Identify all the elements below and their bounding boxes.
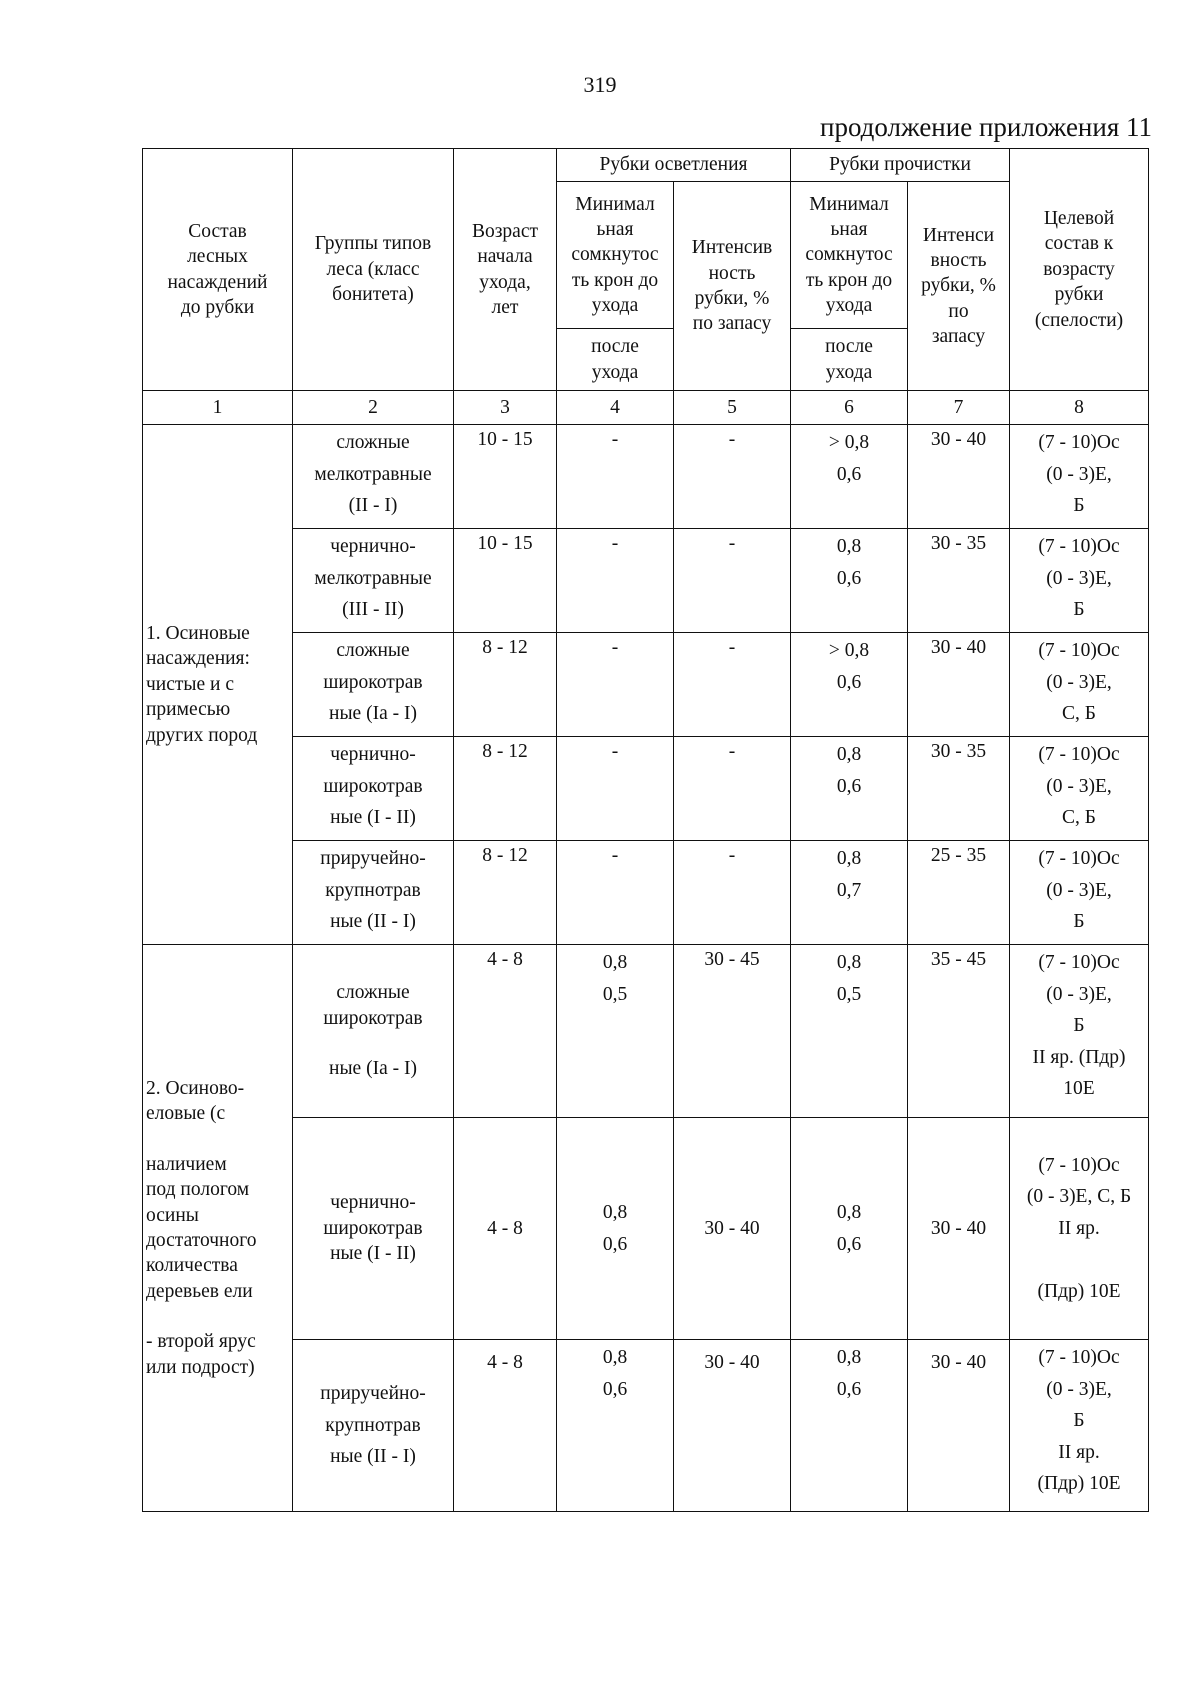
forest-type-cell: приручейно- крупнотрав ные (II - I) bbox=[293, 841, 454, 945]
table-row bbox=[143, 529, 1149, 633]
clearing-density-cell: 0,8 0,5 bbox=[557, 945, 674, 1118]
age-cell: 4 - 8 bbox=[454, 1340, 557, 1512]
clearing-intensity-cell: 30 - 40 bbox=[674, 1340, 791, 1512]
forest-type-cell: чернично- широкотрав ные (I - II) bbox=[293, 737, 454, 841]
column-number: 6 bbox=[791, 391, 908, 425]
cleaning-intensity-cell: 30 - 40 bbox=[908, 1340, 1010, 1512]
target-composition-cell: (7 - 10)Ос (0 - 3)Е, Б bbox=[1010, 529, 1149, 633]
clearing-density-cell: 0,8 0,6 bbox=[557, 1118, 674, 1340]
age-cell: 4 - 8 bbox=[454, 1118, 557, 1340]
forest-type-cell: сложные мелкотравные (II - I) bbox=[293, 425, 454, 529]
header-cleaning-after: после ухода bbox=[791, 329, 908, 391]
header-target-composition: Целевой состав к возрасту рубки (спелости) bbox=[1010, 149, 1149, 391]
target-composition-cell: (7 - 10)Ос (0 - 3)Е, Б II яр. (Пдр) 10Е bbox=[1010, 1340, 1149, 1512]
clearing-density-cell: - bbox=[557, 737, 674, 841]
target-composition-cell: (7 - 10)Ос (0 - 3)Е, С, Б bbox=[1010, 633, 1149, 737]
target-composition-cell: (7 - 10)Ос (0 - 3)Е, С, Б bbox=[1010, 737, 1149, 841]
cleaning-density-cell: > 0,8 0,6 bbox=[791, 425, 908, 529]
header-start-age: Возраст начала ухода, лет bbox=[454, 149, 557, 391]
target-composition-cell: (7 - 10)Ос (0 - 3)Е, Б bbox=[1010, 841, 1149, 945]
forest-type-cell: чернично- широкотрав ные (I - II) bbox=[293, 1118, 454, 1340]
clearing-density-cell: 0,8 0,6 bbox=[557, 1340, 674, 1512]
cleaning-intensity-cell: 30 - 40 bbox=[908, 1118, 1010, 1340]
clearing-density-cell: - bbox=[557, 425, 674, 529]
clearing-intensity-cell: 30 - 40 bbox=[674, 1118, 791, 1340]
clearing-density-cell: - bbox=[557, 841, 674, 945]
table-row bbox=[143, 425, 1149, 529]
table-body bbox=[143, 425, 1149, 1512]
clearing-intensity-cell: - bbox=[674, 529, 791, 633]
forest-type-cell: приручейно- крупнотрав ные (II - I) bbox=[293, 1340, 454, 1512]
cleaning-intensity-cell: 35 - 45 bbox=[908, 945, 1010, 1118]
composition-cell: 2. Осиново- еловые (с наличием под пологом осины достаточного количества деревьев ели - второй ярус или подрост) bbox=[143, 945, 293, 1512]
forest-care-table bbox=[142, 148, 1149, 1512]
cleaning-intensity-cell: 25 - 35 bbox=[908, 841, 1010, 945]
target-composition-cell: (7 - 10)Ос (0 - 3)Е, Б II яр. (Пдр) 10Е bbox=[1010, 945, 1149, 1118]
age-cell: 8 - 12 bbox=[454, 841, 557, 945]
table-row bbox=[143, 737, 1149, 841]
table-row bbox=[143, 841, 1149, 945]
header-group-clearing: Рубки осветления bbox=[557, 149, 791, 182]
forest-type-cell: сложные широкотрав ные (Ia - I) bbox=[293, 945, 454, 1118]
table-row bbox=[143, 945, 1149, 1118]
clearing-intensity-cell: - bbox=[674, 633, 791, 737]
cleaning-density-cell: 0,8 0,5 bbox=[791, 945, 908, 1118]
table-row bbox=[143, 1340, 1149, 1512]
continuation-caption: продолжение приложения 11 bbox=[820, 112, 1152, 142]
forest-type-cell: чернично- мелкотравные (III - II) bbox=[293, 529, 454, 633]
header-clearing-after: после ухода bbox=[557, 329, 674, 391]
clearing-intensity-cell: - bbox=[674, 841, 791, 945]
cleaning-density-cell: 0,8 0,6 bbox=[791, 529, 908, 633]
target-composition-cell: (7 - 10)Ос (0 - 3)Е, С, Б II яр. (Пдр) 10Е bbox=[1010, 1118, 1149, 1340]
cleaning-density-cell: 0,8 0,6 bbox=[791, 737, 908, 841]
clearing-intensity-cell: - bbox=[674, 425, 791, 529]
cleaning-density-cell: > 0,8 0,6 bbox=[791, 633, 908, 737]
header-composition: Состав лесных насаждений до рубки bbox=[143, 149, 293, 391]
age-cell: 10 - 15 bbox=[454, 529, 557, 633]
page-number: 319 bbox=[583, 72, 617, 97]
header-clearing-min-density: Минимал ьная сомкнутос ть крон до ухода bbox=[557, 182, 674, 329]
column-number: 2 bbox=[293, 391, 454, 425]
clearing-density-cell: - bbox=[557, 529, 674, 633]
cleaning-intensity-cell: 30 - 35 bbox=[908, 737, 1010, 841]
composition-cell: 1. Осиновые насаждения: чистые и с примесью других пород bbox=[143, 425, 293, 945]
cleaning-density-cell: 0,8 0,6 bbox=[791, 1118, 908, 1340]
column-number: 3 bbox=[454, 391, 557, 425]
header-group-cleaning: Рубки прочистки bbox=[791, 149, 1010, 182]
header-clearing-intensity: Интенсив ность рубки, % по запасу bbox=[674, 182, 791, 391]
table-row bbox=[143, 633, 1149, 737]
column-number: 7 bbox=[908, 391, 1010, 425]
column-number: 4 bbox=[557, 391, 674, 425]
header-cleaning-intensity: Интенси вность рубки, % по запасу bbox=[908, 182, 1010, 391]
table-header bbox=[143, 149, 1149, 425]
clearing-intensity-cell: - bbox=[674, 737, 791, 841]
age-cell: 10 - 15 bbox=[454, 425, 557, 529]
cleaning-intensity-cell: 30 - 40 bbox=[908, 425, 1010, 529]
clearing-density-cell: - bbox=[557, 633, 674, 737]
column-number: 5 bbox=[674, 391, 791, 425]
cleaning-density-cell: 0,8 0,6 bbox=[791, 1340, 908, 1512]
header-forest-types: Группы типов леса (класс бонитета) bbox=[293, 149, 454, 391]
column-number: 1 bbox=[143, 391, 293, 425]
age-cell: 8 - 12 bbox=[454, 633, 557, 737]
cleaning-intensity-cell: 30 - 40 bbox=[908, 633, 1010, 737]
age-cell: 8 - 12 bbox=[454, 737, 557, 841]
cleaning-intensity-cell: 30 - 35 bbox=[908, 529, 1010, 633]
age-cell: 4 - 8 bbox=[454, 945, 557, 1118]
column-number: 8 bbox=[1010, 391, 1149, 425]
header-cleaning-min-density: Минимал ьная сомкнутос ть крон до ухода bbox=[791, 182, 908, 329]
forest-type-cell: сложные широкотрав ные (Ia - I) bbox=[293, 633, 454, 737]
target-composition-cell: (7 - 10)Ос (0 - 3)Е, Б bbox=[1010, 425, 1149, 529]
clearing-intensity-cell: 30 - 45 bbox=[674, 945, 791, 1118]
table-row bbox=[143, 1118, 1149, 1340]
cleaning-density-cell: 0,8 0,7 bbox=[791, 841, 908, 945]
